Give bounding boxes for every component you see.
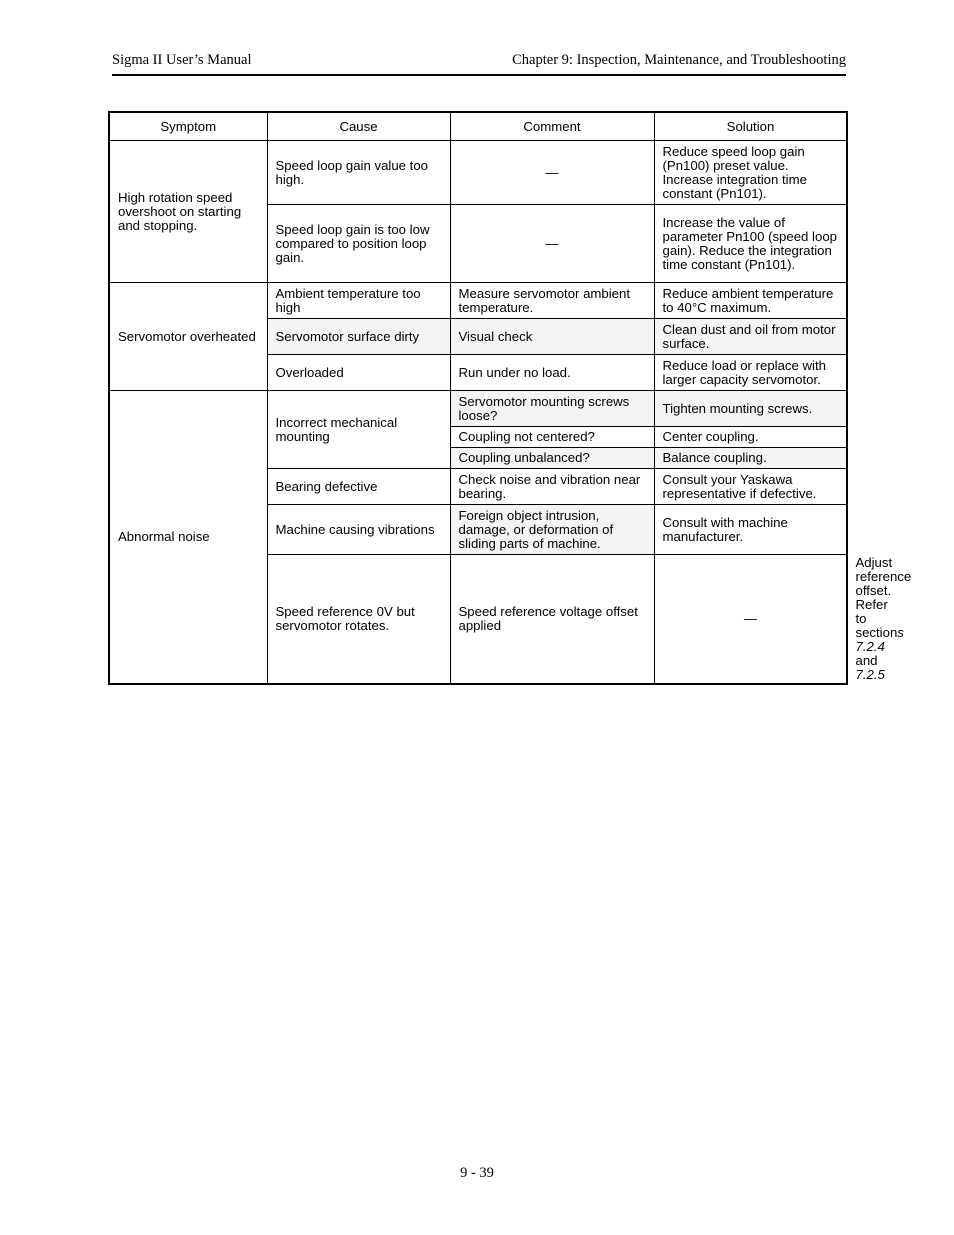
solution-cell: Reduce speed loop gain (Pn100) preset value. Increase integration time constant (Pn101). xyxy=(654,141,847,205)
comment-cell: Run under no load. xyxy=(450,355,654,391)
column-header-solution: Solution xyxy=(654,112,847,141)
table-row xyxy=(109,141,847,205)
column-header-comment: Comment xyxy=(450,112,654,141)
column-header-symptom: Symptom xyxy=(109,112,267,141)
solution-cell: Increase the value of parameter Pn100 (speed loop gain). Reduce the integration time constant (Pn101). xyxy=(654,205,847,283)
solution-cell: Reduce ambient temperature to 40°C maximum. xyxy=(654,283,847,319)
solution-cell: Consult your Yaskawa representative if defective. xyxy=(654,469,847,505)
cause-cell: Machine causing vibrations xyxy=(267,505,450,555)
comment-cell: Servomotor mounting screws loose? xyxy=(450,391,654,427)
solution-cell: Reduce load or replace with larger capacity servomotor. xyxy=(654,355,847,391)
section-reference: 7.2.5 xyxy=(855,667,885,682)
column-header-cause: Cause xyxy=(267,112,450,141)
solution-cell: Center coupling. xyxy=(654,427,847,448)
solution-cell: Consult with machine manufacturer. xyxy=(654,505,847,555)
cause-cell: Speed loop gain is too low compared to position loop gain. xyxy=(267,205,450,283)
cause-cell: Bearing defective xyxy=(267,469,450,505)
symptom-cell: Abnormal noise xyxy=(109,391,267,685)
solution-conjunction: and xyxy=(855,653,878,668)
manual-title: Sigma II User’s Manual xyxy=(112,52,252,68)
comment-cell: Coupling unbalanced? xyxy=(450,448,654,469)
table-header-row xyxy=(109,112,847,141)
page-header xyxy=(112,52,846,76)
cause-cell: Incorrect mechanical mounting xyxy=(267,391,450,469)
troubleshooting-table xyxy=(108,111,912,685)
section-reference: s 7.2.4 xyxy=(855,625,904,654)
comment-cell: — xyxy=(450,141,654,205)
cause-cell: Overloaded xyxy=(267,355,450,391)
symptom-cell: High rotation speed overshoot on starting and stopping. xyxy=(109,141,267,283)
comment-cell: Check noise and vibration near bearing. xyxy=(450,469,654,505)
comment-cell: Visual check xyxy=(450,319,654,355)
table-row xyxy=(109,283,847,319)
cause-cell: Ambient temperature too high xyxy=(267,283,450,319)
comment-cell: — xyxy=(450,205,654,283)
comment-cell: Coupling not centered? xyxy=(450,427,654,448)
symptom-cell: Speed reference 0V but servomotor rotates. xyxy=(267,555,450,685)
comment-cell: — xyxy=(654,555,847,685)
comment-cell: Foreign object intrusion, damage, or deformation of sliding parts of machine. xyxy=(450,505,654,555)
solution-cell: Clean dust and oil from motor surface. xyxy=(654,319,847,355)
solution-cell: Balance coupling. xyxy=(654,448,847,469)
symptom-cell: Servomotor overheated xyxy=(109,283,267,391)
page-number: 9 - 39 xyxy=(460,1165,494,1181)
chapter-title: Chapter 9: Inspection, Maintenance, and Troubleshooting xyxy=(512,52,846,68)
cause-cell: Speed reference voltage offset applied xyxy=(450,555,654,685)
table-row xyxy=(109,391,847,427)
cause-cell: Servomotor surface dirty xyxy=(267,319,450,355)
solution-cell: Tighten mounting screws. xyxy=(654,391,847,427)
solution-text: Adjust reference offset. Refer to section xyxy=(855,555,912,640)
comment-cell: Measure servomotor ambient temperature. xyxy=(450,283,654,319)
cause-cell: Speed loop gain value too high. xyxy=(267,141,450,205)
